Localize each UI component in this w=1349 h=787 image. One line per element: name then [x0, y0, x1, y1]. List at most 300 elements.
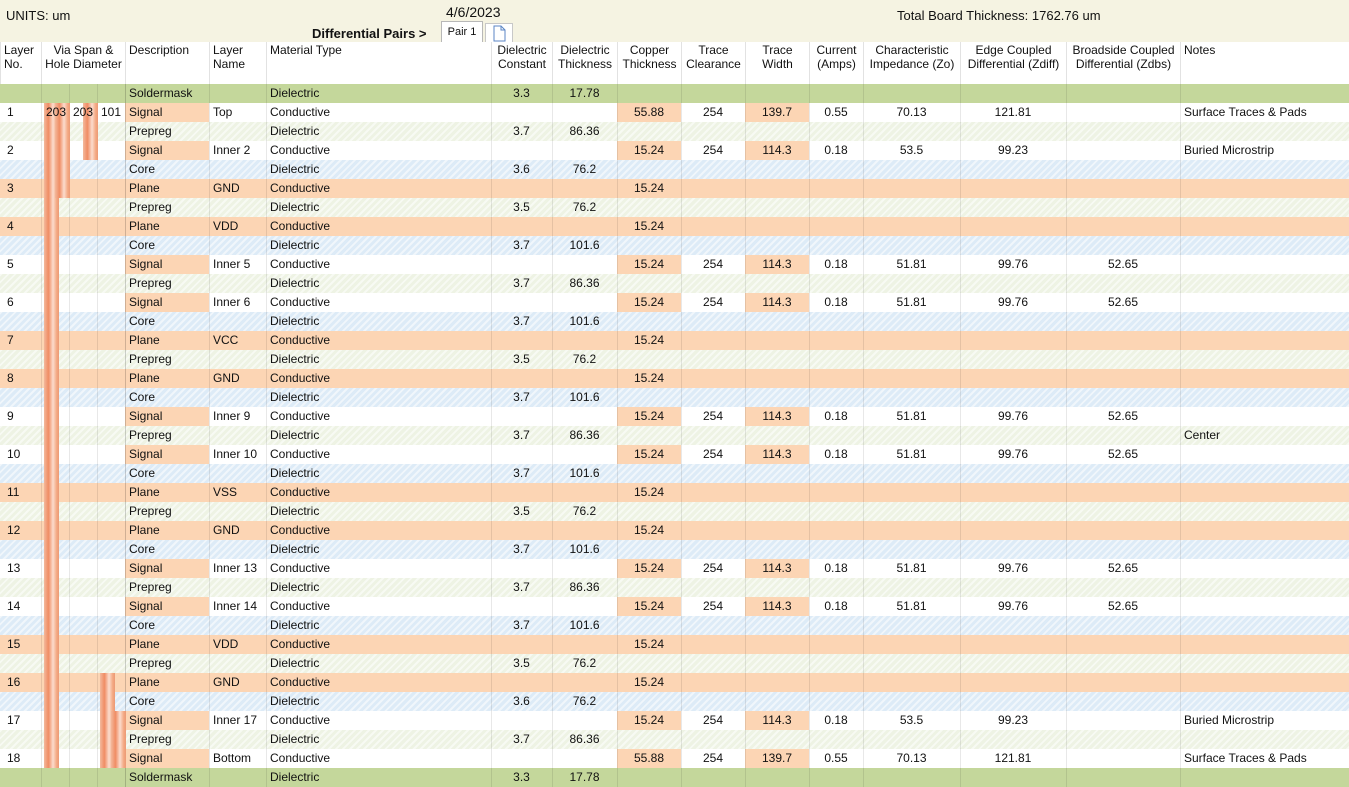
- cell-material[interactable]: Dielectric: [270, 580, 320, 594]
- cell-notes[interactable]: [1180, 483, 1349, 502]
- cell-clr[interactable]: [681, 426, 745, 445]
- cell-tw[interactable]: 114.3: [745, 559, 809, 578]
- cell-cur[interactable]: 0.55: [824, 751, 848, 765]
- cell-dt[interactable]: 101.6: [569, 542, 600, 556]
- cell-tw[interactable]: [745, 236, 809, 255]
- cell-dt[interactable]: 101.6: [569, 466, 600, 480]
- cell-material[interactable]: Conductive: [270, 181, 331, 195]
- cell-layer-no[interactable]: 10: [7, 447, 21, 461]
- cell-notes[interactable]: Surface Traces & Pads: [1184, 751, 1307, 765]
- cell-zdbs[interactable]: [1066, 635, 1180, 654]
- cell-cur[interactable]: [809, 179, 863, 198]
- cell-cur[interactable]: [809, 217, 863, 236]
- cell-cur[interactable]: [809, 730, 863, 749]
- cell-cur[interactable]: 0.18: [824, 599, 848, 613]
- cell-clr[interactable]: [681, 388, 745, 407]
- cell-notes[interactable]: [1180, 730, 1349, 749]
- cell-layer-name[interactable]: Inner 2: [213, 143, 251, 157]
- cell-zdbs[interactable]: [1066, 369, 1180, 388]
- cell-material[interactable]: Conductive: [270, 751, 331, 765]
- cell-cur[interactable]: 0.18: [824, 409, 848, 423]
- cell-layer-name[interactable]: VDD: [213, 219, 239, 233]
- cell-cu[interactable]: [617, 502, 681, 521]
- cell-layer-no[interactable]: 18: [7, 751, 21, 765]
- cell-notes[interactable]: [1180, 407, 1349, 426]
- cell-notes[interactable]: [1180, 350, 1349, 369]
- cell-material[interactable]: Conductive: [270, 637, 331, 651]
- cell-zdbs[interactable]: [1066, 141, 1180, 160]
- cell-dk[interactable]: [491, 711, 552, 730]
- cell-zdiff[interactable]: [960, 388, 1066, 407]
- cell-tw[interactable]: [745, 179, 809, 198]
- cell-clr[interactable]: [681, 521, 745, 540]
- cell-tw[interactable]: [745, 483, 809, 502]
- cell-dk[interactable]: [491, 635, 552, 654]
- cell-zdiff[interactable]: [960, 635, 1066, 654]
- cell-layer-no[interactable]: 15: [7, 637, 21, 651]
- cell-description[interactable]: Core: [129, 314, 156, 328]
- cell-zdbs[interactable]: [1066, 331, 1180, 350]
- cell-material[interactable]: Conductive: [270, 447, 331, 461]
- cell-material[interactable]: Dielectric: [270, 504, 320, 518]
- cell-clr[interactable]: [681, 730, 745, 749]
- cell-clr[interactable]: [681, 768, 745, 787]
- cell-zo[interactable]: [863, 521, 960, 540]
- cell-layer-no[interactable]: [0, 198, 41, 217]
- cell-cu[interactable]: 55.88: [617, 103, 681, 122]
- cell-cu[interactable]: 15.24: [617, 141, 681, 160]
- cell-layer-name[interactable]: [209, 198, 266, 217]
- cell-material[interactable]: Conductive: [270, 295, 331, 309]
- cell-cur[interactable]: [809, 502, 863, 521]
- cell-zo[interactable]: 51.81: [896, 447, 927, 461]
- cell-clr[interactable]: [681, 692, 745, 711]
- cell-dt[interactable]: 76.2: [572, 352, 597, 366]
- cell-cu[interactable]: [617, 160, 681, 179]
- cell-tw[interactable]: [745, 312, 809, 331]
- cell-description[interactable]: Plane: [129, 333, 160, 347]
- cell-dk[interactable]: [491, 331, 552, 350]
- cell-dk[interactable]: [491, 597, 552, 616]
- cell-cu[interactable]: [617, 464, 681, 483]
- cell-layer-name[interactable]: GND: [213, 371, 240, 385]
- cell-material[interactable]: Conductive: [270, 219, 331, 233]
- cell-description[interactable]: Prepreg: [129, 732, 172, 746]
- cell-cu[interactable]: [617, 578, 681, 597]
- cell-zdbs[interactable]: [1066, 730, 1180, 749]
- cell-zdbs[interactable]: [1066, 578, 1180, 597]
- cell-cu[interactable]: [617, 654, 681, 673]
- cell-cu[interactable]: 15.24: [617, 445, 681, 464]
- cell-clr[interactable]: [681, 350, 745, 369]
- cell-zo[interactable]: [863, 84, 960, 103]
- cell-layer-name[interactable]: VDD: [213, 637, 239, 651]
- cell-material[interactable]: Conductive: [270, 333, 331, 347]
- cell-layer-name[interactable]: [209, 616, 266, 635]
- cell-layer-name[interactable]: Inner 14: [213, 599, 258, 613]
- cell-layer-name[interactable]: [209, 388, 266, 407]
- cell-zdiff[interactable]: [960, 540, 1066, 559]
- cell-material[interactable]: Dielectric: [270, 770, 320, 784]
- cell-dt[interactable]: 86.36: [569, 580, 600, 594]
- cell-layer-no[interactable]: [0, 350, 41, 369]
- cell-tw[interactable]: [745, 122, 809, 141]
- cell-dk[interactable]: 3.7: [513, 466, 530, 480]
- cell-dk[interactable]: [491, 521, 552, 540]
- cell-cu[interactable]: 15.24: [633, 181, 665, 195]
- cell-dt[interactable]: 101.6: [569, 618, 600, 632]
- cell-dk[interactable]: 3.7: [513, 428, 530, 442]
- cell-layer-no[interactable]: [0, 274, 41, 293]
- cell-notes[interactable]: [1180, 673, 1349, 692]
- cell-zdiff[interactable]: [960, 122, 1066, 141]
- cell-cu[interactable]: 15.24: [617, 407, 681, 426]
- cell-material[interactable]: Conductive: [270, 485, 331, 499]
- cell-description[interactable]: Signal: [125, 749, 209, 768]
- cell-clr[interactable]: [681, 483, 745, 502]
- cell-zdiff[interactable]: 99.76: [997, 409, 1029, 423]
- cell-description[interactable]: Plane: [129, 219, 160, 233]
- tab-pair-1[interactable]: Pair 1: [441, 21, 483, 42]
- cell-cu[interactable]: [617, 84, 681, 103]
- cell-layer-name[interactable]: GND: [213, 675, 240, 689]
- cell-cu[interactable]: [617, 312, 681, 331]
- cell-dk[interactable]: 3.5: [513, 352, 530, 366]
- cell-zdiff[interactable]: 99.23: [997, 713, 1029, 727]
- cell-dk[interactable]: 3.7: [513, 314, 530, 328]
- cell-description[interactable]: Signal: [125, 597, 209, 616]
- cell-zdiff[interactable]: [960, 426, 1066, 445]
- cell-clr[interactable]: [681, 540, 745, 559]
- cell-tw[interactable]: 114.3: [745, 293, 809, 312]
- cell-layer-name[interactable]: [209, 540, 266, 559]
- cell-description[interactable]: Soldermask: [129, 86, 193, 100]
- cell-notes[interactable]: [1180, 122, 1349, 141]
- cell-dt[interactable]: 17.78: [569, 86, 600, 100]
- cell-zdbs[interactable]: 52.65: [1107, 409, 1139, 423]
- cell-clr[interactable]: [681, 464, 745, 483]
- cell-notes[interactable]: [1180, 616, 1349, 635]
- cell-material[interactable]: Conductive: [270, 105, 331, 119]
- cell-zdiff[interactable]: 121.81: [994, 751, 1032, 765]
- cell-clr[interactable]: [681, 217, 745, 236]
- cell-zo[interactable]: [863, 635, 960, 654]
- cell-layer-name[interactable]: Inner 17: [213, 713, 258, 727]
- cell-layer-no[interactable]: 11: [7, 485, 20, 499]
- cell-zdbs[interactable]: [1066, 673, 1180, 692]
- cell-clr[interactable]: 254: [702, 751, 724, 765]
- cell-layer-name[interactable]: [209, 692, 266, 711]
- cell-zo[interactable]: [863, 502, 960, 521]
- cell-material[interactable]: Conductive: [270, 143, 331, 157]
- cell-tw[interactable]: [745, 635, 809, 654]
- cell-zdiff[interactable]: [960, 160, 1066, 179]
- cell-description[interactable]: Core: [129, 466, 156, 480]
- cell-zo[interactable]: [863, 236, 960, 255]
- cell-dk[interactable]: 3.7: [513, 580, 530, 594]
- cell-clr[interactable]: [681, 654, 745, 673]
- cell-layer-name[interactable]: [209, 654, 266, 673]
- cell-dt[interactable]: [552, 331, 617, 350]
- cell-zo[interactable]: [863, 122, 960, 141]
- cell-zdiff[interactable]: [960, 768, 1066, 787]
- cell-material[interactable]: Conductive: [270, 257, 331, 271]
- cell-layer-name[interactable]: [209, 84, 266, 103]
- cell-clr[interactable]: [681, 673, 745, 692]
- cell-material[interactable]: Conductive: [270, 523, 331, 537]
- cell-zo[interactable]: [863, 369, 960, 388]
- cell-description[interactable]: Plane: [129, 371, 160, 385]
- cell-zdiff[interactable]: 99.76: [997, 599, 1029, 613]
- cell-layer-name[interactable]: Inner 9: [213, 409, 251, 423]
- cell-cu[interactable]: 15.24: [633, 371, 665, 385]
- cell-dk[interactable]: 3.3: [513, 770, 530, 784]
- cell-description[interactable]: Prepreg: [129, 580, 172, 594]
- cell-description[interactable]: Plane: [129, 181, 160, 195]
- cell-cur[interactable]: 0.18: [824, 295, 848, 309]
- cell-clr[interactable]: [681, 179, 745, 198]
- cell-layer-no[interactable]: [0, 730, 41, 749]
- cell-layer-no[interactable]: 17: [7, 713, 21, 727]
- cell-dt[interactable]: 86.36: [569, 124, 600, 138]
- cell-dt[interactable]: 76.2: [572, 504, 597, 518]
- cell-cu[interactable]: 15.24: [617, 711, 681, 730]
- cell-zo[interactable]: [863, 350, 960, 369]
- cell-zdiff[interactable]: [960, 198, 1066, 217]
- cell-zo[interactable]: 51.81: [896, 561, 927, 575]
- cell-tw[interactable]: [745, 616, 809, 635]
- cell-layer-name[interactable]: [209, 426, 266, 445]
- cell-cu[interactable]: 15.24: [633, 485, 665, 499]
- cell-dt[interactable]: 17.78: [569, 770, 600, 784]
- cell-zdbs[interactable]: [1066, 768, 1180, 787]
- cell-zdiff[interactable]: [960, 350, 1066, 369]
- cell-notes[interactable]: Buried Microstrip: [1184, 713, 1275, 727]
- cell-clr[interactable]: [681, 502, 745, 521]
- cell-layer-no[interactable]: 2: [7, 143, 14, 157]
- cell-zo[interactable]: [863, 198, 960, 217]
- cell-dt[interactable]: [552, 179, 617, 198]
- cell-layer-no[interactable]: [0, 464, 41, 483]
- cell-zo[interactable]: [863, 331, 960, 350]
- cell-cur[interactable]: 0.55: [824, 105, 848, 119]
- cell-zdbs[interactable]: [1066, 426, 1180, 445]
- cell-cu[interactable]: 15.24: [617, 559, 681, 578]
- cell-notes[interactable]: [1180, 502, 1349, 521]
- cell-dk[interactable]: 3.7: [513, 276, 530, 290]
- cell-zdiff[interactable]: 99.76: [997, 561, 1029, 575]
- cell-zdbs[interactable]: [1066, 350, 1180, 369]
- cell-cur[interactable]: 0.18: [824, 143, 848, 157]
- cell-zo[interactable]: [863, 768, 960, 787]
- cell-layer-no[interactable]: 8: [7, 371, 14, 385]
- cell-cur[interactable]: 0.18: [824, 713, 848, 727]
- cell-dt[interactable]: [552, 255, 617, 274]
- cell-dt[interactable]: [552, 369, 617, 388]
- cell-material[interactable]: Dielectric: [270, 314, 320, 328]
- cell-tw[interactable]: [745, 502, 809, 521]
- cell-clr[interactable]: 254: [702, 257, 724, 271]
- cell-layer-no[interactable]: 13: [7, 561, 21, 575]
- cell-notes[interactable]: [1180, 217, 1349, 236]
- cell-cur[interactable]: [809, 388, 863, 407]
- cell-layer-name[interactable]: VCC: [213, 333, 239, 347]
- cell-zdbs[interactable]: [1066, 198, 1180, 217]
- cell-cur[interactable]: [809, 635, 863, 654]
- cell-dt[interactable]: 86.36: [569, 732, 600, 746]
- cell-dk[interactable]: [491, 407, 552, 426]
- cell-cur[interactable]: [809, 464, 863, 483]
- cell-zo[interactable]: [863, 616, 960, 635]
- cell-notes[interactable]: [1180, 540, 1349, 559]
- cell-notes[interactable]: [1180, 236, 1349, 255]
- cell-description[interactable]: Prepreg: [129, 124, 172, 138]
- cell-cur[interactable]: [809, 236, 863, 255]
- cell-dk[interactable]: [491, 749, 552, 768]
- cell-zo[interactable]: 51.81: [896, 295, 927, 309]
- cell-zdiff[interactable]: [960, 521, 1066, 540]
- cell-material[interactable]: Dielectric: [270, 86, 320, 100]
- cell-layer-no[interactable]: [0, 236, 41, 255]
- cell-tw[interactable]: [745, 198, 809, 217]
- cell-layer-no[interactable]: 12: [7, 523, 21, 537]
- cell-dk[interactable]: [491, 445, 552, 464]
- cell-notes[interactable]: [1180, 768, 1349, 787]
- cell-zdbs[interactable]: [1066, 84, 1180, 103]
- cell-clr[interactable]: [681, 616, 745, 635]
- cell-description[interactable]: Core: [129, 162, 156, 176]
- cell-material[interactable]: Conductive: [270, 371, 331, 385]
- cell-cu[interactable]: [617, 236, 681, 255]
- cell-description[interactable]: Prepreg: [129, 504, 172, 518]
- cell-material[interactable]: Dielectric: [270, 162, 320, 176]
- cell-layer-no[interactable]: 6: [7, 295, 14, 309]
- cell-cur[interactable]: [809, 274, 863, 293]
- new-tab-button[interactable]: [485, 23, 513, 42]
- cell-cu[interactable]: [617, 198, 681, 217]
- cell-dk[interactable]: [491, 179, 552, 198]
- cell-material[interactable]: Conductive: [270, 599, 331, 613]
- cell-zo[interactable]: [863, 388, 960, 407]
- cell-zdbs[interactable]: [1066, 616, 1180, 635]
- cell-clr[interactable]: 254: [702, 409, 724, 423]
- cell-zdiff[interactable]: 99.76: [997, 295, 1029, 309]
- cell-tw[interactable]: [745, 274, 809, 293]
- cell-material[interactable]: Dielectric: [270, 124, 320, 138]
- cell-dk[interactable]: [491, 673, 552, 692]
- cell-zdiff[interactable]: 121.81: [994, 105, 1032, 119]
- cell-tw[interactable]: [745, 654, 809, 673]
- cell-description[interactable]: Core: [129, 694, 156, 708]
- cell-tw[interactable]: 114.3: [745, 711, 809, 730]
- cell-layer-no[interactable]: 4: [7, 219, 14, 233]
- cell-dt[interactable]: [552, 673, 617, 692]
- cell-cu[interactable]: 15.24: [633, 523, 665, 537]
- cell-tw[interactable]: [745, 84, 809, 103]
- cell-tw[interactable]: [745, 521, 809, 540]
- cell-layer-name[interactable]: Bottom: [213, 751, 252, 765]
- cell-dt[interactable]: [552, 103, 617, 122]
- cell-layer-no[interactable]: [0, 502, 41, 521]
- cell-tw[interactable]: 114.3: [745, 445, 809, 464]
- cell-material[interactable]: Conductive: [270, 675, 331, 689]
- cell-clr[interactable]: 254: [702, 143, 724, 157]
- cell-tw[interactable]: [745, 730, 809, 749]
- cell-tw[interactable]: 114.3: [745, 255, 809, 274]
- cell-cur[interactable]: 0.18: [824, 447, 848, 461]
- cell-cu[interactable]: [617, 540, 681, 559]
- cell-material[interactable]: Dielectric: [270, 466, 320, 480]
- cell-zo[interactable]: [863, 312, 960, 331]
- cell-cu[interactable]: [617, 730, 681, 749]
- cell-clr[interactable]: [681, 369, 745, 388]
- cell-tw[interactable]: [745, 160, 809, 179]
- cell-clr[interactable]: [681, 274, 745, 293]
- cell-cu[interactable]: [617, 768, 681, 787]
- cell-cur[interactable]: [809, 521, 863, 540]
- cell-cu[interactable]: 15.24: [633, 675, 665, 689]
- cell-zo[interactable]: 70.13: [896, 105, 927, 119]
- cell-description[interactable]: Core: [129, 390, 156, 404]
- cell-description[interactable]: Core: [129, 238, 156, 252]
- cell-zdiff[interactable]: [960, 217, 1066, 236]
- cell-zo[interactable]: [863, 483, 960, 502]
- cell-cur[interactable]: [809, 84, 863, 103]
- cell-tw[interactable]: [745, 426, 809, 445]
- cell-description[interactable]: Plane: [129, 675, 160, 689]
- cell-zo[interactable]: [863, 654, 960, 673]
- cell-tw[interactable]: [745, 464, 809, 483]
- cell-layer-name[interactable]: [209, 768, 266, 787]
- cell-dt[interactable]: [552, 559, 617, 578]
- cell-dt[interactable]: 76.2: [572, 656, 597, 670]
- cell-layer-name[interactable]: Inner 13: [213, 561, 258, 575]
- cell-zdiff[interactable]: [960, 692, 1066, 711]
- cell-dt[interactable]: [552, 521, 617, 540]
- cell-dt[interactable]: 86.36: [569, 428, 600, 442]
- cell-material[interactable]: Dielectric: [270, 618, 320, 632]
- cell-layer-name[interactable]: Inner 5: [213, 257, 251, 271]
- cell-dt[interactable]: 101.6: [569, 314, 600, 328]
- cell-dk[interactable]: 3.5: [513, 504, 530, 518]
- cell-description[interactable]: Core: [129, 618, 156, 632]
- cell-zo[interactable]: [863, 274, 960, 293]
- cell-zo[interactable]: [863, 217, 960, 236]
- cell-dk[interactable]: 3.7: [513, 732, 530, 746]
- cell-zdbs[interactable]: [1066, 179, 1180, 198]
- cell-zo[interactable]: 53.5: [899, 143, 924, 157]
- cell-notes[interactable]: [1180, 388, 1349, 407]
- cell-zdbs[interactable]: [1066, 464, 1180, 483]
- cell-layer-no[interactable]: 5: [7, 257, 14, 271]
- cell-zdbs[interactable]: [1066, 217, 1180, 236]
- cell-zdbs[interactable]: [1066, 274, 1180, 293]
- cell-clr[interactable]: [681, 122, 745, 141]
- cell-notes[interactable]: [1180, 198, 1349, 217]
- cell-layer-name[interactable]: GND: [213, 523, 240, 537]
- cell-dk[interactable]: [491, 369, 552, 388]
- cell-description[interactable]: Signal: [125, 293, 209, 312]
- cell-description[interactable]: Plane: [129, 637, 160, 651]
- cell-zdiff[interactable]: [960, 654, 1066, 673]
- cell-dk[interactable]: 3.7: [513, 238, 530, 252]
- cell-clr[interactable]: 254: [702, 599, 724, 613]
- cell-layer-name[interactable]: [209, 236, 266, 255]
- cell-dt[interactable]: 76.2: [572, 200, 597, 214]
- cell-zdbs[interactable]: [1066, 749, 1180, 768]
- cell-description[interactable]: Plane: [129, 485, 160, 499]
- cell-cur[interactable]: [809, 616, 863, 635]
